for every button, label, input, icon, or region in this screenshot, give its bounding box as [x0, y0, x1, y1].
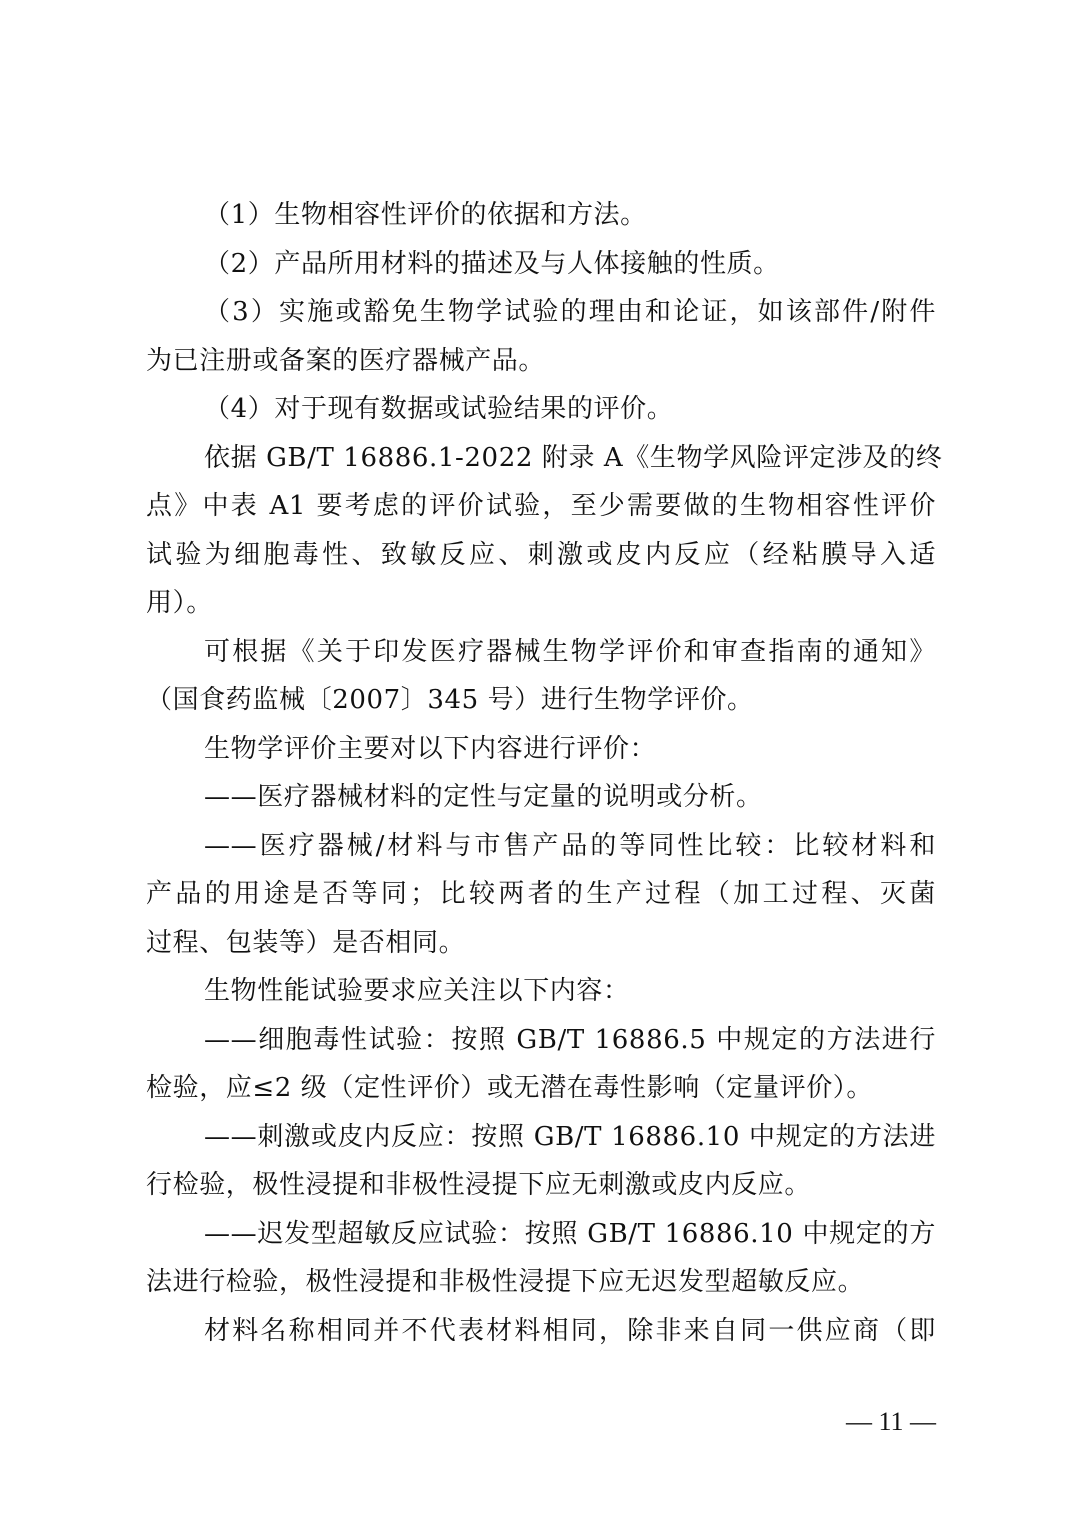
- dash-item-equivalence-line-3: 过程、包装等）是否相同。: [146, 927, 466, 958]
- page-number: — 11 —: [845, 1407, 936, 1436]
- list-item-3-line-1: （3）实施或豁免生物学试验的理由和论证，如该部件/附件: [204, 297, 936, 327]
- dash-item-cytotoxicity-line-2: 检验，应≤2 级（定性评价）或无潜在毒性影响（定量评价）。: [146, 1073, 873, 1103]
- list-item-1: （1）生物相容性评价的依据和方法。: [204, 200, 647, 230]
- list-item-3-line-2: 为已注册或备案的医疗器械产品。: [146, 345, 546, 376]
- document-body: [146, 191, 943, 1355]
- dash-item-cytotoxicity-line-1: ——细胞毒性试验：按照 GB/T 16886.5 中规定的方法进行: [204, 1024, 936, 1055]
- paragraph-evaluation-intro: 生物学评价主要对以下内容进行评价：: [204, 733, 657, 764]
- list-item-2: （2）产品所用材料的描述及与人体接触的性质。: [204, 248, 780, 279]
- dash-item-equivalence-line-2: 产品的用途是否等同；比较两者的生产过程（加工过程、灭菌: [146, 879, 936, 909]
- dash-item-equivalence-line-1: ——医疗器械/材料与市售产品的等同性比较：比较材料和: [204, 830, 936, 861]
- paragraph-material-name-line-1: 材料名称相同并不代表材料相同，除非来自同一供应商（即: [204, 1315, 936, 1346]
- dash-item-sensitization-line-1: ——迟发型超敏反应试验：按照 GB/T 16886.10 中规定的方: [204, 1218, 936, 1249]
- paragraph-guideline-line-1: 可根据《关于印发医疗器械生物学评价和审查指南的通知》: [204, 636, 936, 667]
- paragraph-basis-line-1: 依据 GB/T 16886.1-2022 附录 A《生物学风险评定涉及的终: [204, 442, 943, 473]
- paragraph-performance-intro: 生物性能试验要求应关注以下内容：: [204, 976, 630, 1006]
- dash-item-irritation-line-1: ——刺激或皮内反应：按照 GB/T 16886.10 中规定的方法进: [204, 1121, 936, 1152]
- paragraph-guideline-line-2: （国食药监械〔2007〕345 号）进行生物学评价。: [146, 685, 754, 715]
- paragraph-basis-line-3: 试验为细胞毒性、致敏反应、刺激或皮内反应（经粘膜导入适: [146, 539, 936, 570]
- paragraph-basis-line-4: 用）。: [146, 588, 213, 618]
- dash-item-irritation-line-2: 行检验，极性浸提和非极性浸提下应无刺激或皮内反应。: [146, 1170, 812, 1200]
- list-item-4: （4）对于现有数据或试验结果的评价。: [204, 394, 674, 424]
- dash-item-material-analysis: ——医疗器械材料的定性与定量的说明或分析。: [204, 782, 763, 812]
- paragraph-basis-line-2: 点》中表 A1 要考虑的评价试验，至少需要做的生物相容性评价: [146, 491, 936, 521]
- dash-item-sensitization-line-2: 法进行检验，极性浸提和非极性浸提下应无迟发型超敏反应。: [146, 1267, 865, 1297]
